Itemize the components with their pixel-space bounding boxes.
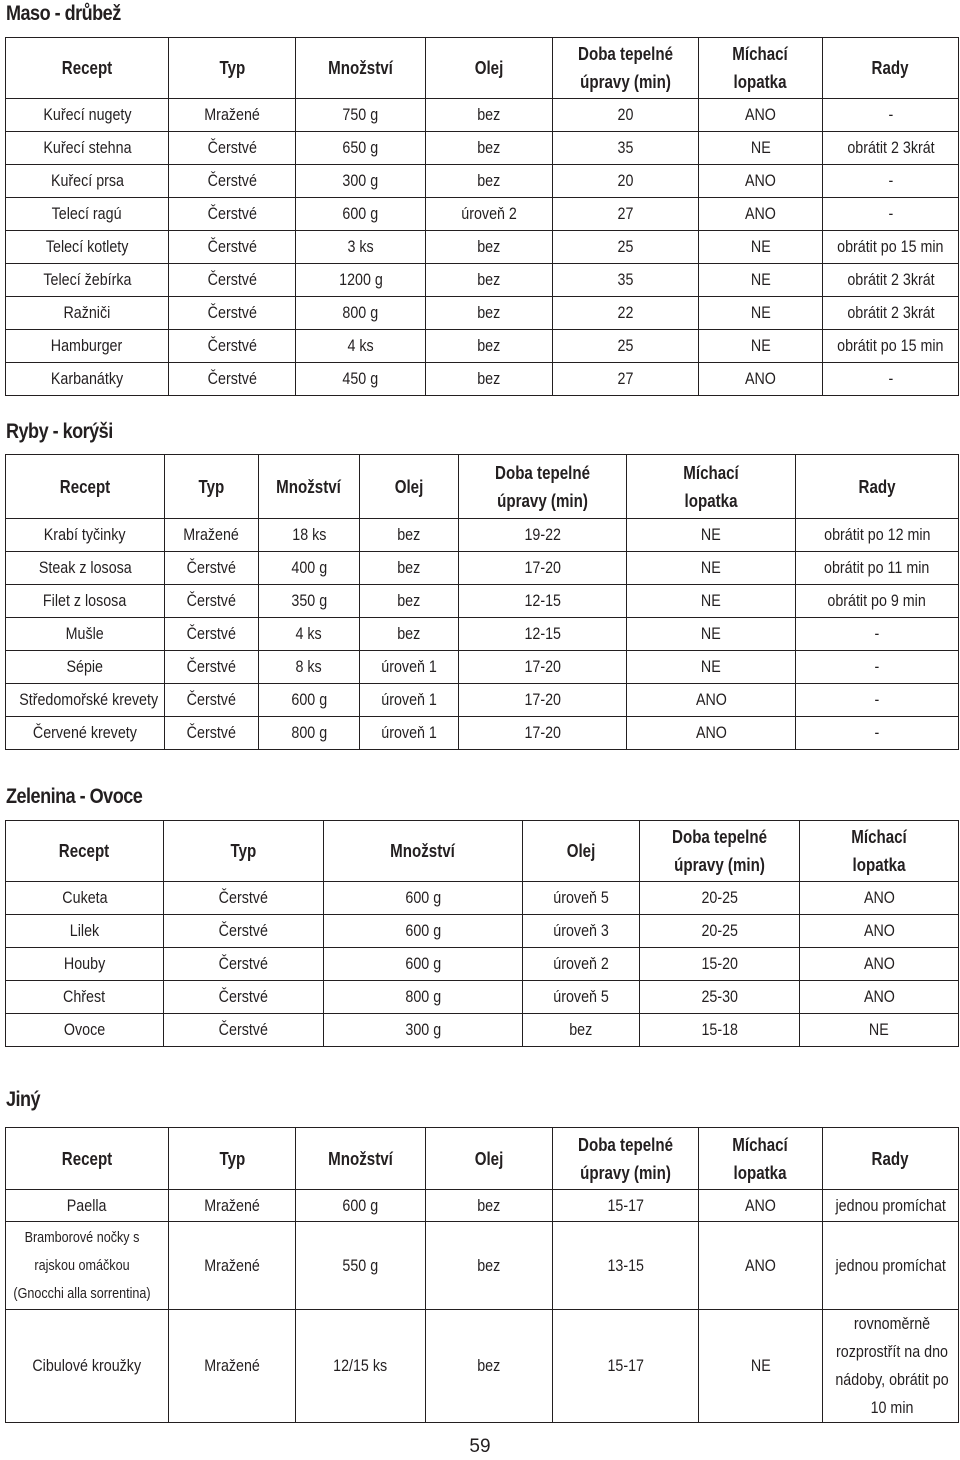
cell-mnozstvi: 8 ks bbox=[295, 657, 323, 676]
header-recept: Recept bbox=[61, 58, 113, 78]
table-row bbox=[6, 948, 959, 981]
header-recept: Recept bbox=[59, 841, 110, 861]
header-michaci-lopatka: Míchací lopatka bbox=[732, 1134, 789, 1183]
cell-rady: - bbox=[888, 171, 893, 190]
header-typ: Typ bbox=[230, 841, 257, 861]
cell-typ: Čerstvé bbox=[186, 690, 237, 709]
cell-michaci-lopatka: NE bbox=[701, 558, 721, 577]
cell-michaci-lopatka: ANO bbox=[863, 888, 895, 907]
table-zelenina bbox=[5, 820, 959, 1047]
cell-typ: Čerstvé bbox=[207, 204, 257, 223]
cell-michaci-lopatka: NE bbox=[750, 1356, 771, 1375]
cell-michaci-lopatka: ANO bbox=[863, 921, 895, 940]
cell-doba: 25 bbox=[617, 237, 634, 256]
header-typ: Typ bbox=[219, 1148, 245, 1169]
table-row bbox=[6, 165, 959, 198]
table-row bbox=[6, 330, 959, 363]
cell-doba: 17-20 bbox=[524, 690, 561, 709]
header-michaci-lopatka: Míchací lopatka bbox=[683, 462, 739, 511]
header-olej: Olej bbox=[566, 841, 596, 861]
cell-michaci-lopatka: ANO bbox=[745, 204, 776, 223]
cell-olej: úroveň 1 bbox=[381, 657, 437, 676]
table-row bbox=[6, 981, 959, 1014]
table-row bbox=[6, 882, 959, 915]
cell-olej: bez bbox=[477, 237, 501, 256]
cell-doba: 20-25 bbox=[701, 921, 738, 940]
header-mnozstvi: Množství bbox=[328, 58, 393, 78]
cell-typ: Čerstvé bbox=[207, 237, 257, 256]
cell-mnozstvi: 1200 g bbox=[338, 270, 383, 289]
cell-typ: Čerstvé bbox=[207, 336, 257, 355]
table-row bbox=[6, 99, 959, 132]
header-mnozstvi: Množství bbox=[390, 841, 456, 861]
header-rady: Rady bbox=[872, 1148, 909, 1169]
cell-rady: obrátit po 15 min bbox=[837, 336, 944, 355]
cell-michaci-lopatka: NE bbox=[701, 591, 721, 610]
cell-doba: 13-15 bbox=[607, 1255, 644, 1275]
cell-michaci-lopatka: NE bbox=[750, 237, 771, 256]
cell-olej: úroveň 2 bbox=[553, 954, 609, 973]
cell-olej: bez bbox=[477, 1356, 501, 1375]
cell-olej: bez bbox=[477, 138, 501, 157]
cell-recept: Cuketa bbox=[61, 888, 108, 907]
cell-michaci-lopatka: ANO bbox=[745, 171, 776, 190]
table-header-row bbox=[6, 38, 959, 99]
cell-olej: bez bbox=[397, 624, 421, 643]
header-mnozstvi: Množství bbox=[328, 1148, 393, 1169]
cell-typ: Čerstvé bbox=[186, 723, 237, 742]
cell-typ: Čerstvé bbox=[207, 369, 257, 388]
cell-mnozstvi: 12/15 ks bbox=[333, 1356, 388, 1375]
table-row bbox=[6, 618, 959, 651]
header-doba: Doba tepelné úpravy (min) bbox=[578, 1134, 673, 1183]
cell-doba: 35 bbox=[617, 270, 634, 289]
cell-recept: Sépie bbox=[66, 657, 104, 676]
cell-mnozstvi: 300 g bbox=[342, 171, 379, 190]
cell-typ: Čerstvé bbox=[186, 591, 237, 610]
table-header-row bbox=[6, 1128, 959, 1190]
cell-michaci-lopatka: NE bbox=[701, 624, 721, 643]
cell-doba: 17-20 bbox=[524, 657, 561, 676]
cell-typ: Čerstvé bbox=[218, 954, 269, 973]
table-row bbox=[6, 1190, 959, 1222]
cell-olej: bez bbox=[397, 591, 421, 610]
cell-doba: 15-17 bbox=[607, 1195, 644, 1215]
header-michaci-lopatka: Míchací lopatka bbox=[851, 827, 907, 875]
cell-olej: bez bbox=[397, 525, 421, 544]
cell-mnozstvi: 600 g bbox=[342, 204, 379, 223]
cell-doba: 15-17 bbox=[607, 1356, 644, 1375]
cell-olej: úroveň 1 bbox=[381, 690, 437, 709]
table-maso bbox=[5, 37, 959, 396]
cell-doba: 27 bbox=[617, 369, 634, 388]
cell-recept: Telecí ragú bbox=[52, 204, 122, 223]
cell-rady: obrátit po 12 min bbox=[823, 525, 931, 544]
cell-recept: Telecí žebírka bbox=[42, 270, 132, 289]
cell-olej: bez bbox=[477, 171, 501, 190]
cell-olej: bez bbox=[477, 1255, 501, 1275]
table-row bbox=[6, 651, 959, 684]
table-row bbox=[6, 297, 959, 330]
header-recept: Recept bbox=[61, 1148, 113, 1169]
cell-recept: Karbanátky bbox=[50, 369, 124, 388]
cell-michaci-lopatka: NE bbox=[750, 270, 771, 289]
cell-olej: bez bbox=[477, 369, 501, 388]
cell-typ: Mražené bbox=[204, 1195, 260, 1215]
cell-mnozstvi: 4 ks bbox=[295, 624, 323, 643]
cell-rady: rovnoměrně rozprostřít na dno nádoby, obrátit po 10 min bbox=[835, 1314, 949, 1417]
header-rady: Rady bbox=[858, 476, 896, 497]
cell-doba: 25-30 bbox=[701, 987, 738, 1006]
cell-rady: - bbox=[888, 369, 893, 388]
cell-recept: Červené krevety bbox=[33, 723, 137, 742]
cell-recept: Houby bbox=[63, 954, 106, 973]
cell-michaci-lopatka: ANO bbox=[695, 723, 727, 742]
cell-olej: bez bbox=[477, 303, 501, 322]
cell-olej: úroveň 1 bbox=[381, 723, 437, 742]
cell-rady: obrátit po 9 min bbox=[827, 591, 927, 610]
cell-recept: Ražniči bbox=[63, 303, 111, 322]
cell-rady: - bbox=[874, 723, 880, 742]
cell-recept: Telecí kotlety bbox=[45, 237, 129, 256]
table-ryby bbox=[5, 454, 959, 750]
table-row bbox=[6, 363, 959, 396]
header-doba: Doba tepelné úpravy (min) bbox=[578, 44, 673, 92]
cell-mnozstvi: 650 g bbox=[342, 138, 379, 157]
cell-typ: Mražené bbox=[204, 1255, 260, 1275]
header-michaci-lopatka: Míchací lopatka bbox=[732, 44, 789, 92]
cell-mnozstvi: 600 g bbox=[405, 888, 441, 907]
cell-olej: úroveň 2 bbox=[461, 204, 517, 223]
header-rady: Rady bbox=[872, 58, 909, 78]
cell-typ: Čerstvé bbox=[186, 624, 237, 643]
cell-typ: Čerstvé bbox=[207, 138, 257, 157]
cell-olej: bez bbox=[477, 105, 501, 124]
cell-typ: Čerstvé bbox=[207, 270, 257, 289]
section-title-jiny: Jiný bbox=[6, 1088, 41, 1111]
cell-doba: 35 bbox=[617, 138, 634, 157]
cell-olej: bez bbox=[477, 1195, 501, 1215]
cell-mnozstvi: 800 g bbox=[291, 723, 327, 742]
cell-recept: Cibulové kroužky bbox=[32, 1356, 142, 1375]
cell-doba: 15-20 bbox=[701, 954, 738, 973]
cell-typ: Mražené bbox=[204, 105, 260, 124]
cell-michaci-lopatka: NE bbox=[750, 138, 771, 157]
header-olej: Olej bbox=[474, 58, 504, 78]
table-row bbox=[6, 231, 959, 264]
cell-olej: bez bbox=[477, 336, 501, 355]
cell-recept: Kuřecí prsa bbox=[50, 171, 124, 190]
cell-typ: Čerstvé bbox=[207, 303, 257, 322]
cell-typ: Čerstvé bbox=[186, 657, 237, 676]
cell-olej: úroveň 3 bbox=[553, 921, 609, 940]
table-row bbox=[6, 552, 959, 585]
cell-rady: jednou promíchat bbox=[835, 1255, 946, 1275]
cell-michaci-lopatka: ANO bbox=[745, 105, 776, 124]
header-olej: Olej bbox=[394, 476, 424, 497]
cell-typ: Čerstvé bbox=[218, 1020, 269, 1039]
cell-recept: Steak z lososa bbox=[38, 558, 132, 577]
table-row bbox=[6, 684, 959, 717]
cell-recept: Středomořské krevety bbox=[19, 690, 159, 709]
cell-doba: 22 bbox=[617, 303, 634, 322]
cell-mnozstvi: 400 g bbox=[291, 558, 327, 577]
cell-rady: obrátit 2 3krát bbox=[846, 270, 935, 289]
cell-mnozstvi: 300 g bbox=[405, 1020, 441, 1039]
cell-michaci-lopatka: ANO bbox=[863, 987, 895, 1006]
table-row bbox=[6, 1222, 959, 1310]
cell-recept: Lilek bbox=[69, 921, 100, 940]
cell-rady: obrátit po 15 min bbox=[837, 237, 944, 256]
cell-typ: Čerstvé bbox=[207, 171, 257, 190]
page-number: 59 bbox=[469, 1436, 491, 1457]
table-header-row bbox=[6, 455, 959, 519]
table-row bbox=[6, 132, 959, 165]
table-header-row bbox=[6, 821, 959, 882]
cell-mnozstvi: 3 ks bbox=[347, 237, 374, 256]
cell-rady: obrátit 2 3krát bbox=[846, 303, 935, 322]
cell-rady: - bbox=[874, 690, 880, 709]
cell-recept: Ovoce bbox=[63, 1020, 106, 1039]
cell-rady: - bbox=[874, 657, 880, 676]
cell-mnozstvi: 600 g bbox=[405, 954, 441, 973]
cell-mnozstvi: 800 g bbox=[342, 303, 379, 322]
cell-michaci-lopatka: NE bbox=[701, 657, 721, 676]
section-title-ryby: Ryby - korýši bbox=[6, 420, 113, 443]
table-row bbox=[6, 519, 959, 552]
cell-recept: Kuřecí nugety bbox=[42, 105, 132, 124]
cell-typ: Čerstvé bbox=[218, 987, 269, 1006]
cell-doba: 20-25 bbox=[701, 888, 738, 907]
cell-michaci-lopatka: ANO bbox=[745, 369, 776, 388]
cell-doba: 17-20 bbox=[524, 723, 561, 742]
cell-mnozstvi: 450 g bbox=[342, 369, 379, 388]
cell-michaci-lopatka: NE bbox=[701, 525, 721, 544]
cell-typ: Čerstvé bbox=[218, 921, 269, 940]
cell-typ: Čerstvé bbox=[218, 888, 269, 907]
cell-recept: Hamburger bbox=[51, 336, 123, 355]
table-row bbox=[6, 198, 959, 231]
cell-recept: Mušle bbox=[65, 624, 105, 643]
table-row bbox=[6, 915, 959, 948]
cell-michaci-lopatka: NE bbox=[750, 303, 771, 322]
cell-recept: Paella bbox=[67, 1195, 107, 1215]
cell-rady: jednou promíchat bbox=[835, 1195, 946, 1215]
cell-olej: bez bbox=[397, 558, 421, 577]
cell-olej: úroveň 5 bbox=[553, 888, 609, 907]
cell-mnozstvi: 600 g bbox=[291, 690, 327, 709]
cell-recept: Krabí tyčinky bbox=[44, 525, 126, 544]
cell-michaci-lopatka: ANO bbox=[863, 954, 895, 973]
cell-typ: Mražené bbox=[204, 1356, 260, 1375]
cell-mnozstvi: 350 g bbox=[291, 591, 327, 610]
cell-rady: obrátit po 11 min bbox=[824, 558, 930, 577]
cell-michaci-lopatka: NE bbox=[869, 1020, 889, 1039]
cell-mnozstvi: 18 ks bbox=[291, 525, 327, 544]
cell-mnozstvi: 4 ks bbox=[347, 336, 374, 355]
cell-doba: 17-20 bbox=[524, 558, 561, 577]
cell-mnozstvi: 600 g bbox=[342, 1195, 379, 1215]
section-title-maso: Maso - drůbež bbox=[6, 2, 121, 25]
header-typ: Typ bbox=[198, 476, 225, 497]
cell-olej: bez bbox=[569, 1020, 593, 1039]
cell-mnozstvi: 750 g bbox=[342, 105, 379, 124]
cell-typ: Mražené bbox=[183, 525, 240, 544]
header-mnozstvi: Množství bbox=[276, 476, 342, 497]
cell-mnozstvi: 550 g bbox=[342, 1255, 379, 1275]
cell-rady: obrátit 2 3krát bbox=[846, 138, 935, 157]
cell-doba: 19-22 bbox=[524, 525, 561, 544]
table-row bbox=[6, 1310, 959, 1423]
cell-doba: 25 bbox=[617, 336, 634, 355]
cell-doba: 15-18 bbox=[701, 1020, 738, 1039]
cell-recept: Bramborové nočky s rajskou omáčkou (Gnocchi alla sorrentina) bbox=[12, 1228, 151, 1302]
header-typ: Typ bbox=[219, 58, 245, 78]
cell-doba: 12-15 bbox=[524, 624, 561, 643]
cell-doba: 20 bbox=[617, 171, 634, 190]
cell-olej: bez bbox=[477, 270, 501, 289]
header-olej: Olej bbox=[474, 1148, 504, 1169]
cell-doba: 12-15 bbox=[524, 591, 561, 610]
cell-rady: - bbox=[888, 105, 893, 124]
table-row bbox=[6, 264, 959, 297]
cell-recept: Kuřecí stehna bbox=[42, 138, 132, 157]
cell-mnozstvi: 800 g bbox=[405, 987, 441, 1006]
cell-michaci-lopatka: ANO bbox=[745, 1255, 776, 1275]
cell-doba: 27 bbox=[617, 204, 634, 223]
section-title-zelenina: Zelenina - Ovoce bbox=[6, 785, 143, 808]
cell-michaci-lopatka: ANO bbox=[695, 690, 727, 709]
cell-rady: - bbox=[888, 204, 893, 223]
cell-doba: 20 bbox=[617, 105, 634, 124]
cell-michaci-lopatka: NE bbox=[750, 336, 771, 355]
header-doba: Doba tepelné úpravy (min) bbox=[495, 462, 590, 511]
cell-michaci-lopatka: ANO bbox=[745, 1195, 776, 1215]
table-jiny bbox=[5, 1127, 959, 1423]
cell-olej: úroveň 5 bbox=[553, 987, 609, 1006]
cell-recept: Chřest bbox=[63, 987, 106, 1006]
cell-recept: Filet z lososa bbox=[43, 591, 127, 610]
header-doba: Doba tepelné úpravy (min) bbox=[672, 827, 767, 875]
cell-mnozstvi: 600 g bbox=[405, 921, 441, 940]
header-recept: Recept bbox=[59, 476, 111, 497]
cell-typ: Čerstvé bbox=[186, 558, 237, 577]
table-row bbox=[6, 717, 959, 750]
cell-rady: - bbox=[874, 624, 880, 643]
table-row bbox=[6, 1014, 959, 1047]
table-row bbox=[6, 585, 959, 618]
